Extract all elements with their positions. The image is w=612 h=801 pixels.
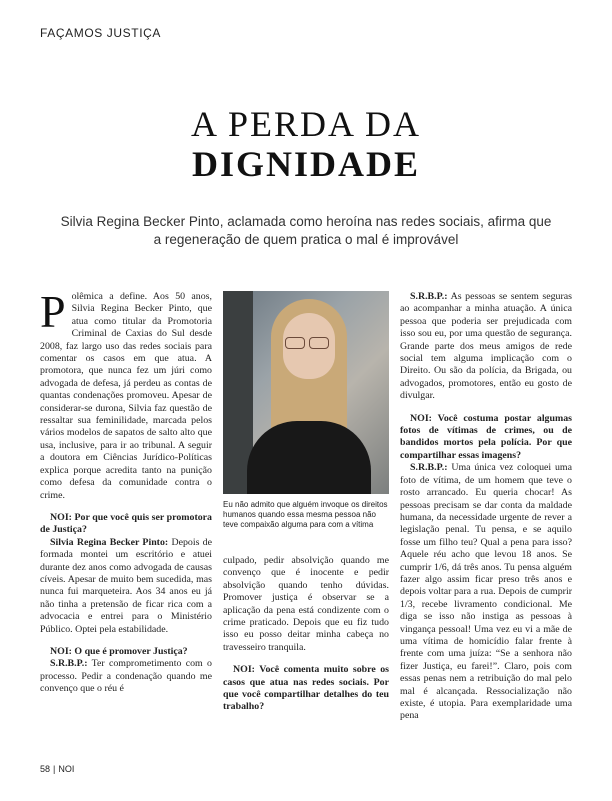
answer-1-text: Depois de formada montei um escritório e atuei durante dez anos como advogada de causas cíveis. Apesar de muito bem sucedida, mas nunca fui marqueteira. Aos 34 anos eu já não tinha a pretensão de ficar rica com a advocacia e entrei para o Ministério Público. Optei pela estabilidade. [40,536,213,635]
answer-2 [40,658,212,695]
question-4: NOI: Você costuma postar algumas fotos de vítimas de crimes, ou de bandidos mortos pela polícia. Por que compartilhar essas imagens? [400,412,572,461]
column-2 [223,555,389,714]
answer-4-text: Uma única vez coloquei uma foto de vítima, de um homem que teve o rosto arrancado. Eu queria chocar! As pessoas precisam se dar conta da maldade humana, da necessidade urgente de rever a legislação penal. Tu pensa, e se aquilo fosse um filho teu? Qual a pena para isso? Aquele réu acho que levou 18 anos. Se cumprir 1/6, dá três anos. Tu pensa alguém fazer algo assim ficar preso três anos e depois voltar para a rua. Depois de cumprir 1/3, recebe livramento condicional. Me diga se isso não instiga as pessoas à vingança pessoal! Uma vez eu vi a mãe de uma vítima de homicídio falar frente à frente com uma juíza: “Se a senhora não fizer Justiça, eu farei!”. Claro, pois com essas penas nem a retribuição do mal pelo mal é alcançada. Ressocialização não existe, é utopia. Para exemplaridade uma pena [400,462,572,722]
photo-glasses-left [285,337,305,349]
question-3: NOI: Você comenta muito sobre os casos que atua nas redes sociais. Por que você compartilhar detalhes do teu trabalho? [223,664,389,713]
answer-3 [400,291,572,403]
portrait-photo [223,291,389,494]
magazine-name: NOI [58,764,75,774]
subtitle: Silvia Regina Becker Pinto, aclamada como heroína nas redes sociais, afirma que a regeneração de quem pratica o mal é improvável [60,214,552,247]
answer-3-speaker: S.R.B.P.: [410,291,448,302]
answer-3-text: As pessoas se sentem seguras ao acompanhar a minha atuação. A única pessoa que poderia ser prejudicada com isso sou eu, por uma questão de segurança. Grande parte dos meus amigos de rede social tem alguma implicação com o Direito. Ou são da polícia, da Brigada, ou advogados, promotores, então eu gosto de divulgar. [400,291,572,402]
answer-2-text: Ter comprometimento com o processo. Pedir a condenação quando me convenço que o réu é [40,658,212,695]
photo-caption: Eu não admito que alguém invoque os direitos humanos quando essa mesma pessoa não teve compaixão alguma para com a vítima [223,500,388,529]
drop-cap: P [40,286,66,337]
photo-glasses-right [309,337,329,349]
answer-1 [40,537,212,636]
answer-4-speaker: S.R.B.P.: [410,462,448,474]
title-line-1: A PERDA DA [190,104,422,144]
column-1 [40,286,213,696]
column-3 [400,291,572,723]
section-label: FAÇAMOS JUSTIÇA [40,26,162,40]
answer-4 [400,462,572,723]
title-line-2: DIGNIDADE [191,144,421,184]
page-number: 58 [40,764,51,774]
intro-text: olêmica a define. Aos 50 anos, Silvia Regina Becker Pinto, que atua como titular da Promotoria Criminal de Caxias do Sul desde 2008, faz largo uso das redes sociais para comentar os casos em que atua. A promotora, que nunca fez um júri como advogada de defesa, já perdeu as contas de quantas condenações promoveu. Apesar de considerar-se durona, Silvia faz questão de ressaltar sua feminilidade, marcada pelos vários modelos de sapatos de salto alto que usa, inclusive, para ir ao tribunal. A seguir a doutora em Ciências Jurídico-Políticas explica porque acredita tanto na punição como defesa da comunidade contra o crime. [40,291,212,501]
question-1: NOI: Por que você quis ser promotora de Justiça? [40,511,212,536]
question-2: NOI: O que é promover Justiça? [50,645,188,657]
page-footer [40,764,74,774]
intro-paragraph [40,286,212,502]
answer-2-continued: culpado, pedir absolvição quando me convenço que é inocente e pedir absolvição quando tenho dúvidas. Promover justiça é observar se a aplicação da pena está condizente com o crime praticado. Depois que eu fiz tudo isso eu posso deitar minha cabeça no travesseiro tranquila. [223,555,389,653]
answer-1-speaker: Silvia Regina Becker Pinto: [50,536,169,548]
photo-robe [247,421,371,494]
footer-separator: | [53,764,56,774]
answer-2-speaker: S.R.B.P.: [50,658,88,670]
